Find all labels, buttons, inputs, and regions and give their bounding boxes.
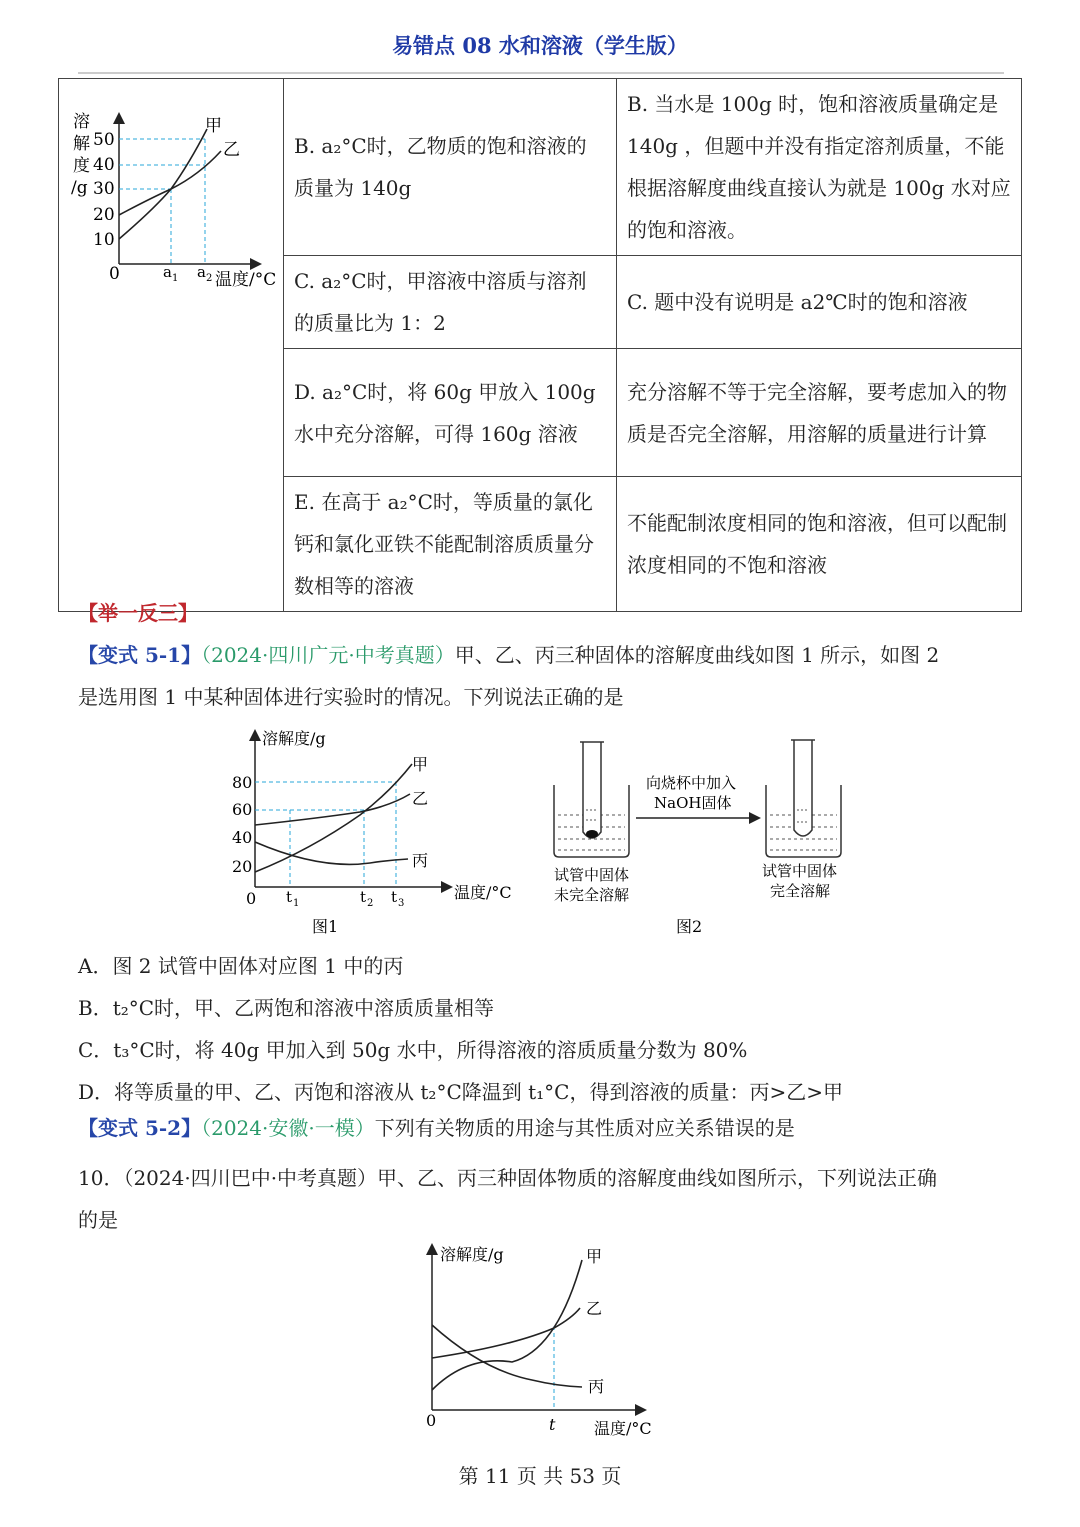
choice-c: C．t₃°C时，将 40g 甲加入到 50g 水中，所得溶液的溶质质量分数为 80%: [78, 1038, 748, 1062]
x-tick-label: t: [286, 888, 293, 906]
figure-2-experiment: [540, 730, 870, 942]
option-cell: E. 在高于 a₂°C时，等质量的氯化钙和氯化亚铁不能配制溶质质量分数相等的溶液: [284, 477, 617, 612]
option-cell: B. a₂°C时，乙物质的饱和溶液的质量为 140g: [284, 79, 617, 256]
x-axis-label: 温度/°C: [454, 883, 512, 902]
series-label: 甲: [586, 1247, 603, 1266]
left-caption: 未完全溶解: [554, 886, 630, 904]
y-tick-label: 20: [232, 857, 253, 876]
page-footer: 第 11 页 共 53 页: [458, 1464, 622, 1488]
curve-bing: [255, 842, 408, 864]
curve-jia: [119, 129, 207, 239]
question-text: 甲、乙、丙三种固体的溶解度曲线如图 1 所示，如图 2: [454, 643, 940, 667]
note-cell: B. 当水是 100g 时，饱和溶液质量确定是 140g ，但题中并没有指定溶剂质量，不能根据溶解度曲线直接认为就是 100g 水对应的饱和溶液。: [617, 79, 1022, 256]
curve-yi: [119, 151, 221, 215]
origin-label: 0: [246, 889, 257, 908]
x-tick-label: a: [197, 263, 206, 281]
series-label: 甲: [205, 116, 222, 136]
test-tube-left: [583, 742, 601, 838]
y-axis-label: 溶解度/g: [440, 1245, 504, 1264]
right-caption: 试管中固体: [762, 862, 838, 880]
curve-yi: [432, 1308, 580, 1358]
series-label: 乙: [412, 789, 429, 808]
x-axis-label: 温度/°C: [215, 270, 277, 290]
right-caption: 完全溶解: [770, 882, 831, 900]
y-tick-label: 30: [93, 179, 115, 199]
y-axis-label: 溶解度/g: [262, 729, 326, 748]
y-tick-label: 40: [93, 155, 115, 175]
question-source: （2024·四川广元·中考真题）: [201, 643, 455, 667]
option-cell: D. a₂°C时，将 60g 甲放入 100g 水中充分溶解，可得 160g 溶液: [284, 349, 617, 477]
curve-jia: [255, 764, 412, 872]
question-5-2: [78, 1107, 1018, 1149]
choice-a: A．图 2 试管中固体对应图 1 中的丙: [78, 954, 404, 978]
note-cell: 不能配制浓度相同的饱和溶液，但可以配制浓度相同的不饱和溶液: [617, 477, 1022, 612]
figure-caption: 图2: [676, 917, 703, 936]
question-tag: 【变式 5-2】: [78, 1116, 202, 1140]
question-10: 10．（2024·四川巴中·中考真题）甲、乙、丙三种固体物质的溶解度曲线如图所示，下列说法正确: [78, 1166, 938, 1190]
y-tick-label: 50: [93, 130, 115, 150]
error-analysis-table: [58, 78, 1022, 612]
series-label: 乙: [586, 1299, 603, 1318]
question-text-line: 的是: [78, 1208, 118, 1232]
x-tick-label: t: [549, 1415, 556, 1434]
note-cell: C. 题中没有说明是 a2℃时的饱和溶液: [617, 256, 1022, 349]
question-tag: 【变式 5-1】: [78, 643, 202, 667]
x-tick-sub: 3: [398, 898, 405, 909]
x-tick-sub: 1: [293, 898, 300, 909]
series-label: 丙: [412, 851, 429, 870]
y-label-char: /g: [71, 178, 88, 198]
figure-caption: 图1: [312, 917, 339, 936]
note-cell: 充分溶解不等于完全溶解，要考虑加入的物质是否完全溶解，用溶解的质量进行计算: [617, 349, 1022, 477]
y-tick-label: 80: [232, 773, 253, 792]
x-tick-label: t: [391, 888, 398, 906]
y-tick-label: 20: [93, 205, 115, 225]
page-header: 易错点 08 水和溶液（学生版）: [392, 33, 688, 58]
left-caption: 试管中固体: [554, 866, 630, 884]
x-tick-label: a: [163, 263, 172, 281]
x-tick-label: t: [360, 888, 367, 906]
solubility-graph-cell: [59, 79, 284, 612]
undissolved-solid: [586, 830, 598, 838]
x-tick-sub: 1: [172, 273, 179, 284]
question-source: （2024·安徽·一模）: [201, 1116, 375, 1140]
choice-b: B．t₂°C时，甲、乙两饱和溶液中溶质质量相等: [78, 996, 495, 1020]
solubility-graph-a: [59, 79, 283, 299]
series-label: 丙: [588, 1377, 605, 1396]
table-row: [59, 79, 1022, 256]
y-tick-label: 60: [232, 800, 253, 819]
arrow-label: 向烧杯中加入: [646, 774, 737, 792]
x-tick-sub: 2: [206, 273, 213, 284]
series-label: 甲: [412, 755, 429, 774]
section-title: 【举一反三】: [78, 601, 198, 625]
y-label-char: 度: [73, 156, 90, 176]
origin-label: 0: [426, 1411, 437, 1430]
arrow-label: NaOH固体: [654, 794, 732, 812]
y-tick-label: 40: [232, 828, 253, 847]
option-cell: C. a₂°C时，甲溶液中溶质与溶剂的质量比为 1：2: [284, 256, 617, 349]
question-text-line: 是选用图 1 中某种固体进行实验时的情况。下列说法正确的是: [78, 685, 624, 709]
header-divider: [78, 72, 1004, 74]
choice-d: D．将等质量的甲、乙、丙饱和溶液从 t₂°C降温到 t₁°C，得到溶液的质量：丙>乙>甲: [78, 1080, 843, 1104]
x-tick-sub: 2: [367, 898, 374, 909]
y-tick-label: 10: [93, 230, 115, 250]
y-label-char: 解: [73, 134, 90, 154]
figure-1-solubility-chart: [200, 722, 540, 942]
y-label-char: 溶: [73, 112, 90, 132]
question-5-1: [78, 634, 1018, 676]
series-label: 乙: [223, 140, 240, 160]
curve-bing: [432, 1325, 582, 1387]
origin-label: 0: [109, 264, 120, 284]
x-axis-label: 温度/°C: [594, 1419, 652, 1438]
figure-3-solubility-chart: [412, 1240, 672, 1444]
question-text: 下列有关物质的用途与其性质对应关系错误的是: [374, 1116, 795, 1140]
